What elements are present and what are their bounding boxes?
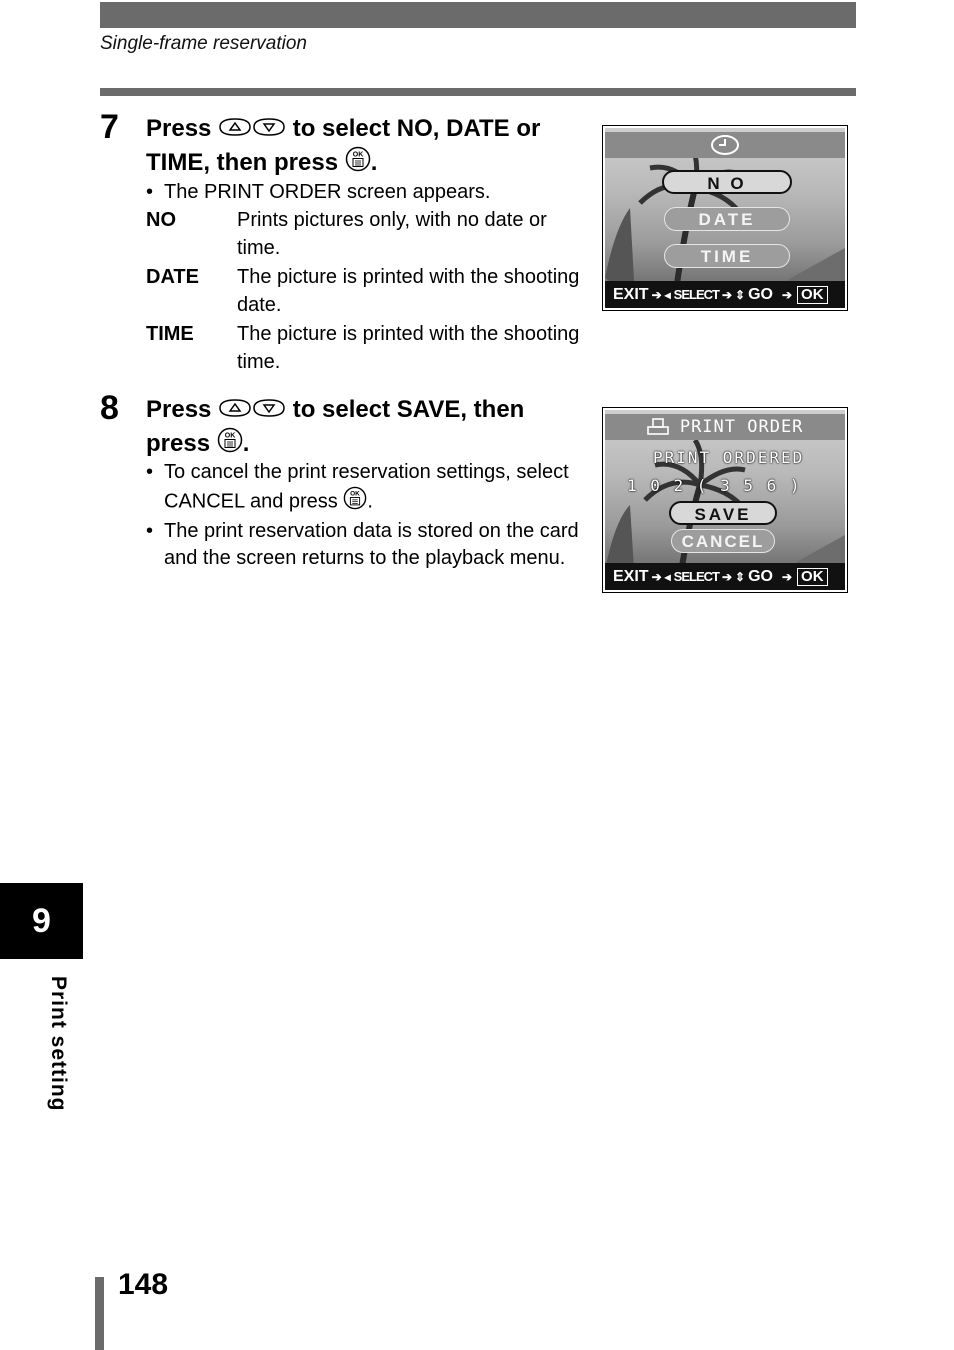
left-key-icon: ◂	[664, 569, 671, 584]
ok-label: OK	[797, 568, 828, 586]
arrow-right-icon: ➔	[781, 569, 793, 584]
arrow-right-icon: ➔	[721, 569, 733, 584]
arrow-right-icon: ➔	[651, 569, 662, 584]
printer-icon	[647, 417, 680, 437]
arrow-right-icon: ➔	[651, 287, 662, 302]
camera-screen-print-order	[602, 407, 848, 593]
svg-text:OK: OK	[352, 151, 363, 159]
list-item: • The PRINT ORDER screen appears.	[146, 181, 491, 203]
lcd-header	[605, 132, 845, 158]
page-number: 148	[118, 1268, 169, 1301]
up-down-arrow-keys-icon	[218, 395, 286, 427]
option-save[interactable]: SAVE	[669, 501, 777, 525]
arrow-right-icon: ➔	[781, 287, 793, 302]
option-no[interactable]: N O	[662, 170, 792, 194]
clock-icon	[710, 135, 740, 155]
step-7-heading: Press to select NO, DATE or TIME, then press OK .	[146, 113, 586, 181]
lcd-footer: EXIT ➔ ◂ SELECT ➔ ⇕ GO ➔ OK	[605, 563, 845, 590]
list-item: • To cancel the print reservation settings, select CANCEL and press OK .	[146, 459, 586, 518]
header-bar	[100, 2, 856, 28]
page-number-bar	[95, 1277, 104, 1350]
ok-button-icon	[343, 486, 367, 518]
option-time[interactable]: TIME	[664, 244, 790, 268]
ok-button-icon	[345, 146, 371, 181]
step-8-number: 8	[100, 389, 119, 427]
step-7-body	[146, 178, 586, 376]
section-rule	[100, 88, 856, 96]
up-down-key-icon: ⇕	[735, 287, 746, 302]
definition-date: DATE The picture is printed with the shooting date.	[146, 266, 580, 316]
print-count: 1 0 2 ( 3 5 6 )	[627, 476, 802, 495]
step-7-number: 7	[100, 108, 119, 146]
svg-text:OK: OK	[224, 432, 235, 440]
chapter-tab: 9	[0, 883, 83, 959]
section-title: Single-frame reservation	[100, 33, 307, 54]
arrow-right-icon: ➔	[721, 287, 733, 302]
ok-label: OK	[797, 286, 828, 304]
lcd-header: PRINT ORDER	[605, 414, 845, 440]
svg-text:OK: OK	[350, 490, 361, 498]
left-key-icon: ◂	[664, 287, 671, 302]
step-8-body	[146, 459, 586, 572]
step-8-heading: Press to select SAVE, then press OK .	[146, 394, 586, 462]
definition-no: NO Prints pictures only, with no date or time.	[146, 209, 547, 259]
print-status: PRINT ORDERED	[653, 448, 805, 467]
lcd-footer: EXIT ➔ ◂ SELECT ➔ ⇕ GO ➔ OK	[605, 281, 845, 308]
option-cancel[interactable]: CANCEL	[671, 529, 775, 553]
definition-time: TIME The picture is printed with the shooting time.	[146, 323, 580, 373]
up-down-key-icon: ⇕	[735, 569, 746, 584]
chapter-label: Print setting	[47, 976, 70, 1112]
list-item: • The print reservation data is stored on the card and the screen returns to the playback menu.	[146, 520, 579, 569]
option-date[interactable]: DATE	[664, 207, 790, 231]
camera-screen-date-time	[602, 125, 848, 311]
up-down-arrow-keys-icon	[218, 114, 286, 146]
ok-button-icon	[217, 427, 243, 462]
